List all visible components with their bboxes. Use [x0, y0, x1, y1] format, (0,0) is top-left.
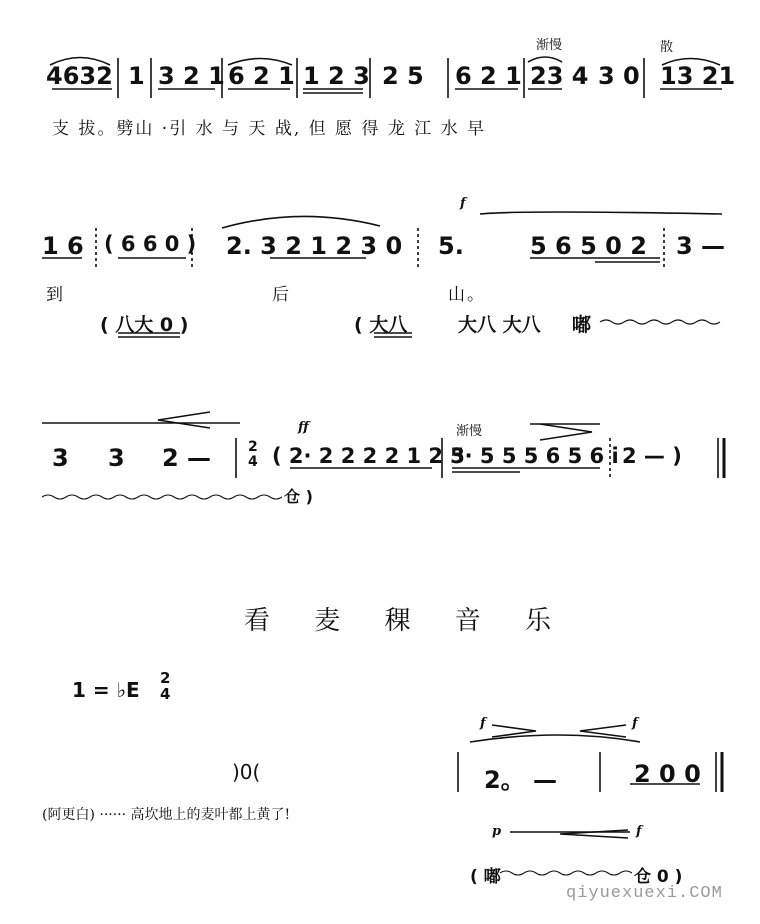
page-title: 看 麦 稞 音 乐 [244, 606, 570, 636]
notation-measure: ( 2· 2 2 2 2 1 2 3 [272, 444, 465, 468]
notation-measure: 6 2 1 [455, 62, 522, 90]
notation-measure: 23 4 [530, 62, 589, 90]
notation-measure: 13 21 [660, 62, 736, 90]
dynamic-mark: f [632, 716, 638, 731]
time-signature: 2 4 [248, 439, 258, 470]
notation-measure: 3 0 [598, 62, 640, 90]
notation-measure: 2 — ) [622, 444, 682, 468]
notation-measure: 2 5 [382, 62, 424, 90]
notation-measure: 5 6 5 0 2 [530, 232, 647, 260]
notation-measure: 2 0 0 [634, 760, 701, 788]
notation-measure: 1 6 [42, 232, 84, 260]
notation-measure: 4632 [46, 62, 113, 90]
notation-measure: 6 2 1 [228, 62, 295, 90]
notation-measure: 3 2 1 [158, 62, 225, 90]
dynamic-mark: f [460, 196, 466, 211]
dynamic-mark: f [480, 716, 486, 731]
spoken-line: (阿更白) ······ 高坎地上的麦叶都上黄了! [42, 807, 291, 823]
lyric-word: 后 [272, 285, 291, 305]
lyrics-line: 支 拔。劈山 ·引 水 与 天 战, 但 愿 得 龙 江 水 早 [52, 119, 487, 139]
dynamic-mark: ff [298, 420, 309, 435]
tempo-mark-slowing: 渐慢 [456, 424, 483, 439]
notation-measure: 2 — [162, 444, 212, 472]
dynamic-mark: f [636, 824, 642, 839]
notation-measure: 5. [438, 232, 464, 260]
rest-marker: )0( [232, 760, 261, 784]
tempo-mark-free: 散 [660, 40, 674, 55]
notation-measure: 1 [128, 62, 145, 90]
dynamic-mark: p [492, 824, 502, 839]
notation-measure: 1 2 3 [303, 62, 370, 90]
time-signature: 2 4 [160, 669, 171, 703]
percussion-pattern: 大八 大八 [458, 314, 541, 336]
lyric-word: 到 [46, 285, 65, 305]
key-signature: 1 = ♭E [72, 678, 140, 702]
notation-measure: 3 [108, 444, 125, 472]
notation-measure: 3 [52, 444, 69, 472]
percussion-pattern: ( 八大 0 ) [100, 314, 189, 336]
percussion-pattern: ( 大八 [354, 314, 408, 336]
watermark: qiyuexuexi.COM [566, 884, 723, 903]
percussion-pattern: 嘟 [572, 314, 592, 336]
lyric-word: 山。 [448, 285, 486, 305]
percussion-pattern: ( 嘟 [470, 867, 501, 887]
notation-measure: 3 — [676, 232, 726, 260]
tempo-mark-slowing: 渐慢 [536, 38, 563, 53]
notation-measure: 5· 5 5 5 6 5 6 i [450, 444, 619, 468]
percussion-pattern: 仓 ) [284, 487, 313, 506]
notation-measure: 2。 — [484, 766, 558, 794]
notation-measure: 2. 3 2 1 2 3 0 [226, 232, 403, 260]
percussion-pattern: 仓 0 ) [634, 867, 683, 887]
notation-measure: ( 6 6 0 ) [104, 232, 197, 256]
